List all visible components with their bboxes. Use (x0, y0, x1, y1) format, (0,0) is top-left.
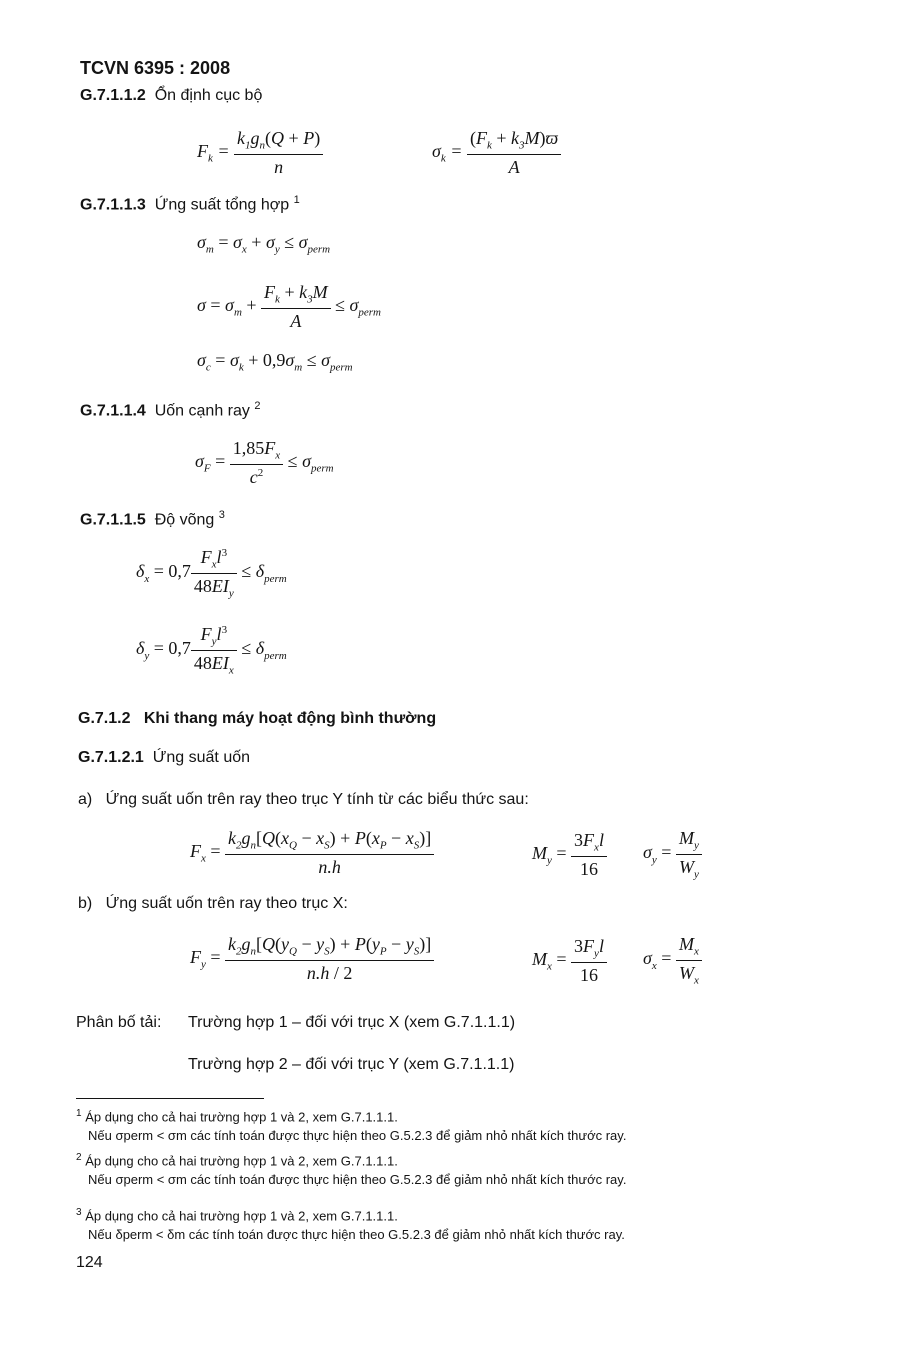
section-title: Ứng suất tổng hợp (154, 196, 290, 214)
footnote-3-line-2: Nếu δperm < δm các tính toán được thực hiện theo G.5.2.3 để giảm nhỏ nhất kích thước ray. (88, 1227, 625, 1242)
item-label: a) (78, 791, 93, 808)
load-label: Phân bố tải: (76, 1014, 162, 1031)
equation-my: $M_y$ = $\frac{3F_xl}{16}$ (532, 830, 607, 880)
section-title: Uốn cạnh ray (154, 402, 250, 420)
footnote-line: Áp dụng cho cả hai trường hợp 1 và 2, xem G.7.1.1.1. (85, 1153, 398, 1169)
footnote-2 (76, 1152, 398, 1168)
equation-fy: $F_y$ = $\frac{k_2g_n[Q(y_Q - y_S) + P(y_P - y_S)]}{n.h / 2}$ (190, 934, 434, 984)
section-number: G.7.1.2.1 (78, 749, 144, 766)
footnote-mark: 2 (76, 1152, 82, 1163)
equation-fx: $F_x$ = $\frac{k_2g_n[Q(x_Q - x_S) + P(x_P - x_S)]}{n.h}$ (190, 828, 434, 878)
load-case-2: Trường hợp 2 – đối với trục Y (xem G.7.1.1.1) (188, 1056, 515, 1073)
item-b (78, 895, 348, 913)
section-title: Khi thang máy hoạt động bình thường (143, 710, 437, 727)
standard-code: TCVN 6395 : 2008 (80, 58, 231, 78)
footnote-mark: 3 (76, 1207, 82, 1218)
equation-sigma-total: $\sigma = \sigma_m$ + $\frac{F_k + k_3M}{A}$ ≤ $\sigma_{perm}$ (197, 282, 381, 331)
section-g7121 (78, 749, 250, 767)
section-g7112 (80, 87, 262, 105)
section-number: G.7.1.1.3 (80, 196, 146, 214)
section-g7115 (80, 509, 225, 529)
section-g7113 (80, 194, 300, 214)
footnote-1-line-2: Nếu σperm < σm các tính toán được thực hiện theo G.5.2.3 để giảm nhỏ nhất kích thước ray. (88, 1128, 627, 1143)
section-g7114 (80, 400, 260, 420)
footnote-ref: 1 (293, 194, 300, 206)
equation-sigma-y: $\sigma_y$ = $\frac{M_y}{W_y}$ (643, 828, 702, 880)
item-a (78, 791, 529, 809)
page-number: 124 (76, 1254, 103, 1271)
section-g712 (78, 710, 436, 728)
section-title: Ứng suất uốn (152, 749, 251, 766)
section-number: G.7.1.1.2 (80, 87, 146, 104)
equation-sigma-m: $\sigma_m = \sigma_x + \sigma_y \le \sigma_{perm}$ (197, 232, 331, 256)
item-label: b) (78, 895, 93, 912)
section-number: G.7.1.1.5 (80, 511, 146, 529)
footnote-line: Áp dụng cho cả hai trường hợp 1 và 2, xem G.7.1.1.1. (85, 1208, 398, 1224)
footnote-3 (76, 1207, 398, 1223)
footnote-line: Áp dụng cho cả hai trường hợp 1 và 2, xem G.7.1.1.1. (85, 1109, 398, 1125)
equation-fk-local: $F_k$ = $\frac{k_1g_n(Q + P)}{n}$ (197, 128, 323, 178)
equation-mx: $M_x$ = $\frac{3F_yl}{16}$ (532, 936, 607, 986)
section-number: G.7.1.1.4 (80, 402, 146, 420)
section-number: G.7.1.2 (78, 710, 131, 727)
equation-sigma-k: $\sigma_k$ = $\frac{(F_k + k_3M)ϖ}{A}$ (432, 128, 561, 178)
section-title: Độ võng (154, 511, 215, 529)
equation-delta-x: $\delta_x = 0,7$ $\frac{F_xl^3}{48EI_y}$ ≤ $\delta_{perm}$ (136, 547, 287, 600)
equation-sigma-f: $\sigma_F$ = $\frac{1,85F_x}{c^2}$ ≤ $\sigma_{perm}$ (195, 438, 334, 487)
equation-sigma-c: $\sigma_c = \sigma_k + 0,9\sigma_m \le \sigma_{perm}$ (197, 350, 353, 374)
equation-sigma-x: $\sigma_x$ = $\frac{M_x}{W_x}$ (643, 934, 702, 986)
load-case-1: Trường hợp 1 – đối với trục X (xem G.7.1.1.1) (188, 1014, 516, 1031)
item-text: Ứng suất uốn trên ray theo trục Y tính từ các biểu thức sau: (105, 791, 529, 808)
footnote-mark: 1 (76, 1108, 82, 1119)
footnote-ref: 3 (218, 509, 225, 521)
section-title: Ổn định cục bộ (154, 87, 263, 104)
item-text: Ứng suất uốn trên ray theo trục X: (105, 895, 348, 912)
footnote-2-line-2: Nếu σperm < σm các tính toán được thực hiện theo G.5.2.3 để giảm nhỏ nhất kích thước ray. (88, 1172, 627, 1187)
equation-delta-y: $\delta_y = 0,7$ $\frac{F_yl^3}{48EI_x}$ ≤ $\delta_{perm}$ (136, 624, 287, 677)
footnote-divider (76, 1098, 264, 1099)
footnote-1 (76, 1108, 398, 1124)
footnote-ref: 2 (254, 400, 261, 412)
